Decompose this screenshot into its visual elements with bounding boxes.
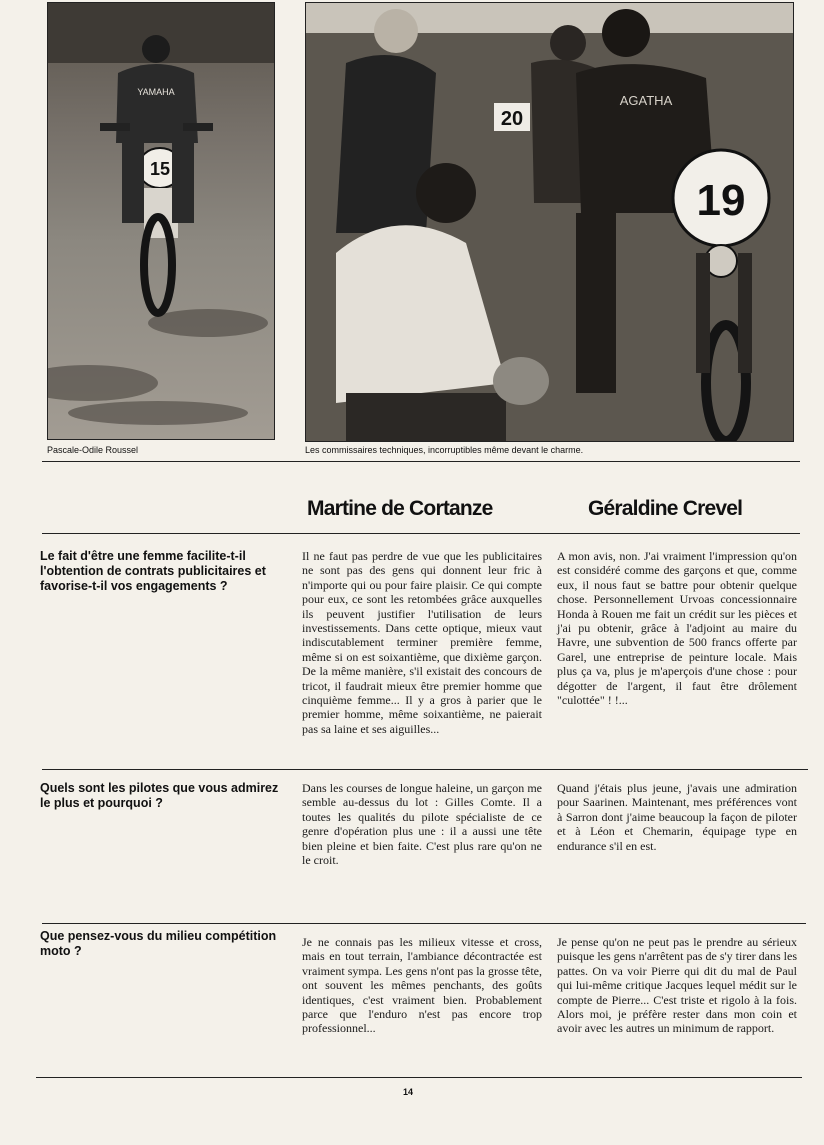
- plate-number-2: 20: [500, 108, 524, 130]
- divider: [42, 533, 800, 534]
- jersey-text: YAMAHA: [137, 87, 175, 97]
- divider: [36, 1077, 802, 1078]
- question-3: Que pensez-vous du milieu compétition moto ?: [40, 929, 277, 958]
- answer-3-crevel: Je pense qu'on ne peut pas le prendre au sérieux puisque les gens n'arrêtent pas de s'y tirer dans les pattes. On va voir Pierre qui dit du mal de Paul qui lui-même critique Jacques lequel médit sur le compte de Pierre... C'est triste et rigolo à la fois. Alors moi, je préfère rester dans mon coin et avoir avec les autres un minimum de rapport.: [557, 935, 797, 1036]
- photo-technical-inspection: [305, 2, 794, 442]
- jacket-text: AGATHA: [619, 93, 673, 108]
- answer-1-cortanze: Il ne faut pas perdre de vue que les publicitaires ne sont pas des gens qui donnent leur fric à n'importe qui ou pour faire plaisir. Ce qui compte pour eux, ce sont les retombées grâce auxquelles ils peuvent justifier l'utilisation de leurs investissements. Dans cette optique, mieux vaut indiscutablement terminer première femme, même si on est soixantième, que dixième garçon. De la même manière, s'il existait des concours de tricot, il faudrait mieux être premier homme que cinquième femme... Il y a gros à parier que le premier homme, même soixantième, ne paierait pas sa laine et ses aiguilles...: [302, 549, 542, 736]
- divider: [42, 923, 806, 924]
- photo-rider-sand: [47, 2, 275, 440]
- photo-caption-left: Pascale-Odile Roussel: [47, 445, 139, 455]
- divider: [42, 769, 808, 770]
- question-1: Le fait d'être une femme facilite-t-il l'obtention de contrats publicitaires et favorise-t-il vos engagements ?: [40, 549, 266, 593]
- plate-number: 15: [149, 159, 171, 179]
- page-number: 14: [403, 1087, 414, 1097]
- answer-2-crevel: Quand j'étais plus jeune, j'avais une admiration pour Saarinen. Maintenant, mes préférences vont à Sarron dont j'aime beaucoup la façon de piloter et à Léon et Chemarin, équipage type en endurance s'il en est.: [557, 781, 797, 853]
- answer-2-cortanze: Dans les courses de longue haleine, un garçon me semble au-dessus du lot : Gilles Comte. Il a toutes les qualités du pilote spécialiste de ce genre d'opération plus une : il a aussi une tête bien pleine et bien faite. C'est plus rare qu'on ne le croit.: [302, 781, 542, 868]
- plate-number-main: 19: [696, 176, 746, 225]
- answer-1-crevel: A mon avis, non. J'ai vraiment l'impression qu'on est considéré comme des garçons et que, comme eux, il nous faut se battre pour obtenir quelque chose. Personnellement Urvoas concessionnaire Honda à Rouen me fait un crédit sur les pièces et j'ai pu obtenir, grâce à l'adjoint au maire du Havre, une subvention de 500 francs offerte par Garel, une entreprise de peinture locale. Mais plus ça va, plus je m'aperçois d'une chose : pour dégotter de l'argent, il faut être drôlement "culottée" ! !...: [557, 549, 797, 708]
- divider: [42, 461, 800, 462]
- interviewee-1-name: Martine de Cortanze: [307, 497, 493, 520]
- question-2: Quels sont les pilotes que vous admirez le plus et pourquoi ?: [40, 781, 279, 810]
- photo-caption-right: Les commissaires techniques, incorruptibles même devant le charme.: [305, 445, 584, 455]
- answer-3-cortanze: Je ne connais pas les milieux vitesse et cross, mais en tout terrain, l'ambiance décontractée est vraiment sympa. Les gens n'ont pas la grosse tête, ont souvent les mêmes penchants, des goûts identiques, c'est vraiment bien. Probablement parce que l'enduro n'est pas encore trop professionnel...: [302, 935, 542, 1036]
- interviewee-2-name: Géraldine Crevel: [588, 497, 743, 520]
